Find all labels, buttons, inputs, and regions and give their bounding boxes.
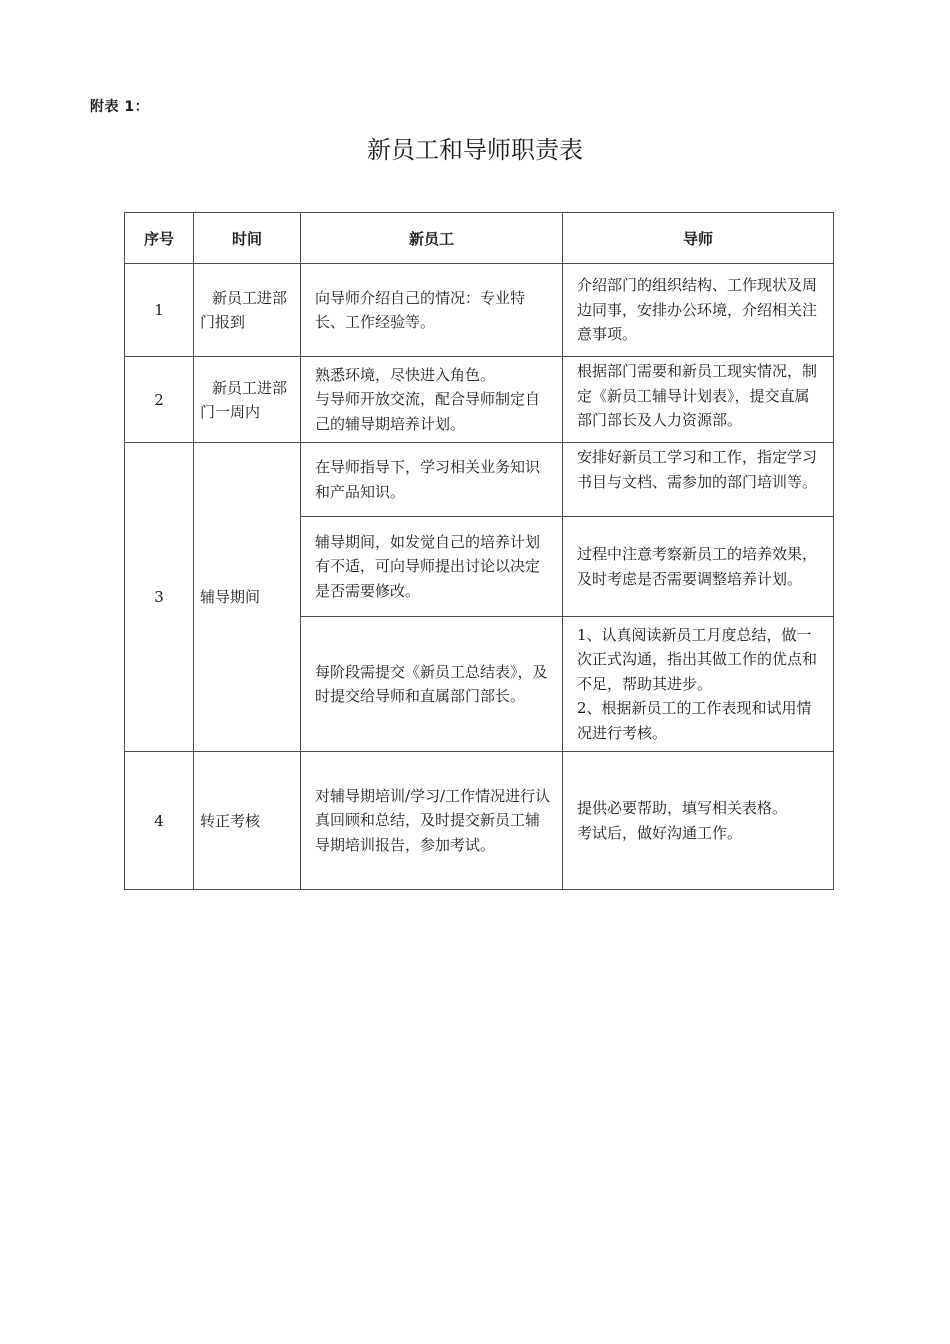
row-time: 转正考核 [194,752,301,890]
mentor-duty [563,357,834,443]
table-row [125,752,834,890]
row-number: 2 [125,357,194,443]
row-number: 3 [125,443,194,752]
row-time: 新员工进部门报到 [194,264,301,357]
mentor-duty-text: 安排好新员工学习和工作，指定学习书目与文档、需参加的部门培训等。 [577,448,818,491]
employee-duty: 辅导期间，如发觉自己的培养计划有不适，可向导师提出讨论以决定是否需要修改。 [301,517,563,617]
mentor-duty-line: 考试后，做好沟通工作。 [577,823,743,842]
table-row [125,264,834,357]
employee-duty-line: 熟悉环境，尽快进入角色。 [315,365,496,384]
table-row [125,357,834,443]
mentor-duty-line: 提供必要帮助，填写相关表格。 [577,799,788,817]
employee-duty: 每阶段需提交《新员工总结表》，及时提交给导师和直属部门部长。 [301,617,563,752]
mentor-duty-text: 根据部门需要和新员工现实情况，制定《新员工辅导计划表》，提交直属部门部长及人力资源部。 [577,362,818,429]
header-employee: 新员工 [301,213,563,264]
row-number: 4 [125,752,194,890]
mentor-duty [563,617,834,752]
mentor-duty: 介绍部门的组织结构、工作现状及周边同事，安排办公环境，介绍相关注意事项。 [563,264,834,357]
row-number: 1 [125,264,194,357]
duty-table [124,212,834,890]
header-mentor: 导师 [563,213,834,264]
attachment-label: 附表 1： [90,99,150,115]
mentor-duty [563,443,834,517]
table-row [125,443,834,517]
employee-duty: 在导师指导下，学习相关业务知识和产品知识。 [301,443,563,517]
mentor-duty [563,752,834,890]
employee-duty: 对辅导期培训/学习/工作情况进行认真回顾和总结，及时提交新员工辅导期培训报告，参加考试。 [301,752,563,890]
row-time: 辅导期间 [194,443,301,752]
employee-duty-line: 与导师开放交流，配合导师制定自己的辅导期培养计划。 [315,390,541,433]
employee-duty [301,357,563,443]
mentor-duty-line: 1、认真阅读新员工月度总结，做一次正式沟通，指出其做工作的优点和不足，帮助其进步。 [577,625,818,693]
employee-duty: 向导师介绍自己的情况：专业特长、工作经验等。 [301,264,563,357]
header-no: 序号 [125,213,194,264]
mentor-duty: 过程中注意考察新员工的培养效果，及时考虑是否需要调整培养计划。 [563,517,834,617]
header-time: 时间 [194,213,301,264]
mentor-duty-line: 2、根据新员工的工作表现和试用情况进行考核。 [577,699,812,742]
document-title: 新员工和导师职责表 [367,136,583,164]
table-header-row [125,213,834,264]
row-time: 新员工进部门一周内 [194,357,301,443]
